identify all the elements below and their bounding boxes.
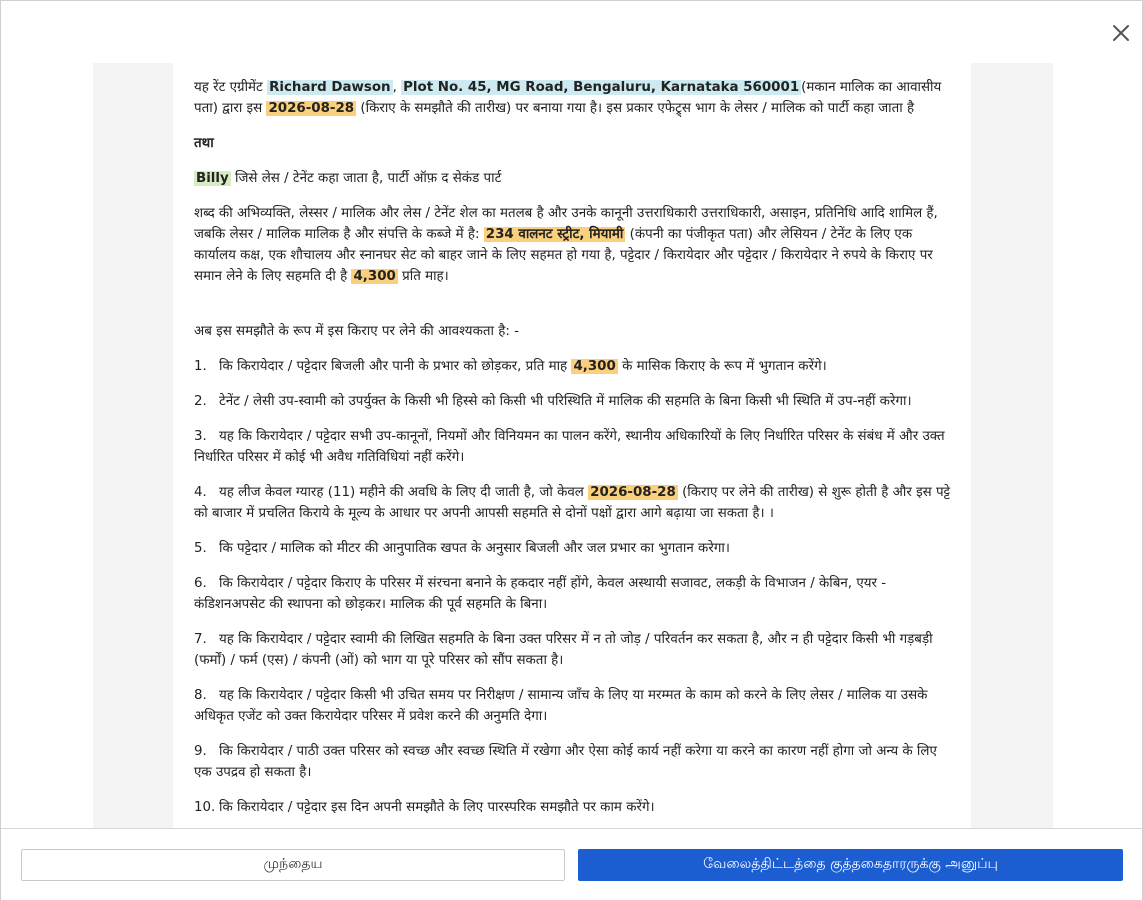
tenant-paragraph (194, 168, 954, 189)
clause-number: 1. (194, 359, 207, 374)
close-button[interactable] (1109, 21, 1133, 45)
clause-item (194, 629, 954, 671)
previous-button[interactable]: முந்தைய (21, 849, 565, 881)
intro-prefix: यह रेंट एग्रीमेंट (194, 80, 263, 95)
and-label: तथा (194, 136, 214, 151)
agreement-date: 2026-08-28 (268, 101, 355, 116)
clause-number: 4. (194, 485, 207, 500)
close-icon (1112, 24, 1130, 42)
document-body (194, 77, 954, 829)
now-label: अब इस समझौते के रूप में इस किराए पर लेने की आवश्यकता है: - (194, 324, 519, 339)
clause-number: 2. (194, 394, 207, 409)
clause-item (194, 426, 954, 468)
clause-item (194, 391, 954, 412)
clause-item (194, 482, 954, 524)
send-to-tenant-button[interactable]: வேலைத்திட்டத்தை குத்தகைதாரருக்கு அனுப்பு (578, 849, 1123, 881)
landlord-address: Plot No. 45, MG Road, Bengaluru, Karnataka 560001 (403, 80, 800, 95)
company-address: 234 वालनट स्ट्रीट, मियामी (485, 227, 624, 242)
clause-text: कि किरायेदार / पट्टेदार इस दिन अपनी समझौते के लिए पारस्परिक समझौते पर काम करेंगे। (219, 800, 655, 815)
tenant-suffix: जिसे लेस / टेनेंट कहा जाता है, पार्टी ऑफ़ द सेकंड पार्ट (234, 171, 502, 186)
clause-number: 9. (194, 744, 207, 759)
clause-item (194, 356, 954, 377)
dialog-footer (1, 828, 1142, 900)
clause-highlight: 2026-08-28 (590, 485, 676, 500)
clause-text: यह कि किरायेदार / पट्टेदार सभी उप-कानूनों, नियमों और विनियमन का पालन करेंगे, स्थानीय अधिकारियों के लिए निर्धारित परिसर के संबंध में और उक्त निर्धारित परिसर में कोई भी अवैध गतिविधियां नहीं करेंगे। (194, 429, 945, 465)
document-viewer[interactable] (93, 63, 1053, 829)
clause-item (194, 741, 954, 783)
clause-item (194, 538, 954, 559)
tenant-name: Billy (196, 171, 229, 186)
definitions-paragraph (194, 203, 954, 287)
clause-number: 6. (194, 576, 207, 591)
clause-highlight: 4,300 (573, 359, 616, 374)
intro-comma: , (392, 80, 397, 95)
intro-address-note: (मकान मालिक का आवासीय पता) द्वारा इस (194, 80, 942, 116)
document-page (173, 63, 971, 829)
definitions-middle: (कंपनी का पंजीकृत पता) और लेसियन / टेनेंट के लिए एक कार्यालय कक्ष, एक शौचालय और स्नानघर सेट को बाहर जाने के लिए सहमत हो गया है, पट्टेदार / किरायेदार और पट्टेदार / किरायेदार ने रुपये के किराए पर समान लेने के लिए सहमति दी है (194, 227, 933, 284)
clause-number: 7. (194, 632, 207, 647)
intro-date-note: (किराए के समझौते की तारीख) पर बनाया गया है। इस प्रकार एफेट्र्स भाग के लेसर / मालिक को पार्टी कहा जाता है (360, 101, 915, 116)
clause-text: कि पट्टेदार / मालिक को मीटर की आनुपातिक खपत के अनुसार बिजली और जल प्रभार का भुगतान करेगा। (219, 541, 730, 556)
clause-text: यह कि किरायेदार / पट्टेदार स्वामी की लिखित सहमति के बिना उक्त परिसर में न तो जोड़ / परिवर्तन कर सकता है, और न ही पट्टेदार किसी भी गड़बड़ी (फर्मों) / फर्म (एस) / कंपनी (ओं) को भाग या पूरे परिसर को सौंप सकता है। (194, 632, 933, 668)
clause-number: 3. (194, 429, 207, 444)
clause-list (194, 356, 954, 818)
clause-item (194, 685, 954, 727)
intro-paragraph (194, 77, 954, 119)
clause-text-end: के मासिक किराए के रूप में भुगतान करेंगे। (622, 359, 827, 374)
clause-text: कि किरायेदार / पाठी उक्त परिसर को स्वच्छ और स्वच्छ स्थिति में रखेगा और ऐसा कोई कार्य नहीं करेगा या करने का कारण नहीं होगा जो अन्य के लिए एक उपद्रव हो सकता है। (194, 744, 937, 780)
clause-item (194, 797, 954, 818)
definitions-suffix: प्रति माह। (402, 269, 449, 284)
clause-number: 10. (194, 800, 216, 815)
clause-number: 5. (194, 541, 207, 556)
clause-text: टेनेंट / लेसी उप-स्वामी को उपर्युक्त के किसी भी हिस्से को किसी भी परिस्थिति में मालिक की सहमति के बिना किसी भी स्थिति में उप-नहीं करेगा। (219, 394, 912, 409)
clause-text: कि किरायेदार / पट्टेदार बिजली और पानी के प्रभार को छोड़कर, प्रति माह (219, 359, 568, 374)
clause-item (194, 573, 954, 615)
rent-amount: 4,300 (353, 269, 396, 284)
definitions-prefix: शब्द की अभिव्यक्ति, लेस्सर / मालिक और लेस / टेनेंट शेल का मतलब है और उनके कानूनी उत्तराधिकारी उत्तराधिकारी, असाइन, प्रतिनिधि आदि शामिल हैं, जबकि लेसर / मालिक मालिक है और संपत्ति के कब्जे में है: (194, 206, 938, 242)
landlord-name: Richard Dawson (269, 80, 391, 95)
clause-text: कि किरायेदार / पट्टेदार किराए के परिसर में संरचना बनाने के हकदार नहीं होंगे, केवल अस्थायी सजावट, लकड़ी के विभाजन / केबिन, एयर - कंडिशनअपसेट की स्थापना को छोड़कर। मालिक की पूर्व सहमति के बिना। (194, 576, 887, 612)
clause-text: यह कि किरायेदार / पट्टेदार किसी भी उचित समय पर निरीक्षण / सामान्य जाँच के लिए या मरम्मत के काम को करने के लिए लेसर / मालिक या उसके अधिकृत एजेंट को उक्त किरायेदार परिसर में प्रवेश करने की अनुमति देगा। (194, 688, 928, 724)
clause-number: 8. (194, 688, 207, 703)
clause-text: यह लीज केवल ग्यारह (11) महीने की अवधि के लिए दी जाती है, जो केवल (219, 485, 584, 500)
clause-text-end: (किराए पर लेने की तारीख) से शुरू होती है और इस पट्टे को बाजार में प्रचलित किराये के मूल्य के आधार पर अपनी आपसी सहमति से दोनों पक्षों द्वारा आगे बढ़ाया जा सकता है। । (194, 485, 951, 521)
